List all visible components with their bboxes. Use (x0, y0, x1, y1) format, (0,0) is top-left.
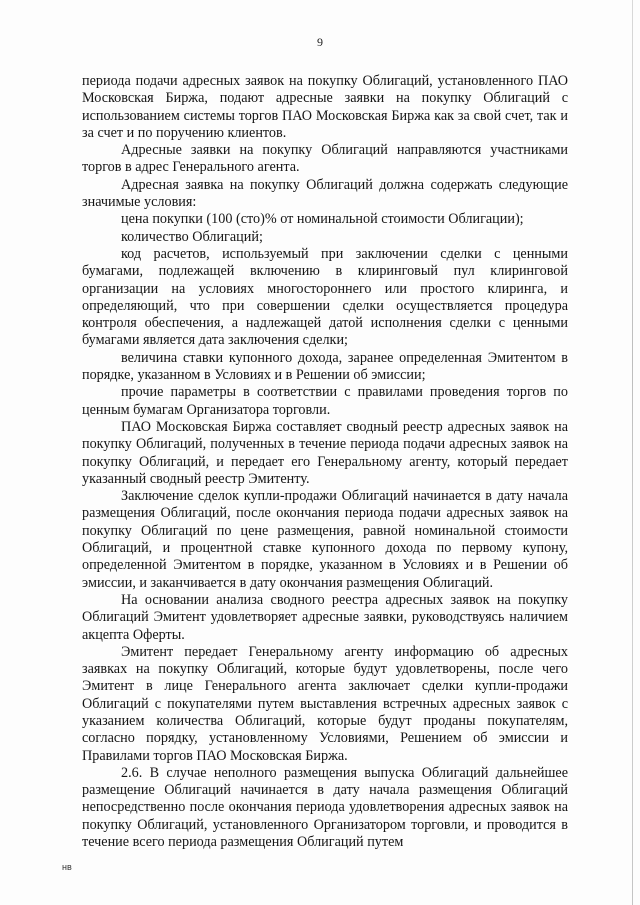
paragraph: Эмитент передает Генеральному агенту информацию об адресных заявках на покупку Облигаций, которые будут удовлетворены, после чего Эмитент в лице Генерального агента заключает сделки купли-продажи Облигаций с покупателями путем выставления встречных адресных заявок с указанием количества Облигаций, которые будут проданы покупателям, согласно порядку, установленному Условиями, Решением об эмиссии и Правилами торгов ПАО Московская Биржа. (82, 643, 568, 764)
document-body (82, 73, 568, 851)
section-paragraph: 2.6. В случае неполного размещения выпуска Облигаций дальнейшее размещение Облигаций начинается в дату начала размещения Облигаций непосредственно после окончания периода удовлетворения адресных заявок на покупку Облигаций, установленного Организатором торговли, и проводится в течение всего периода размещения Облигаций путем (82, 764, 568, 851)
condition-item: величина ставки купонного дохода, заранее определенная Эмитентом в порядке, указанном в Условиях и в Решении об эмиссии; (82, 349, 568, 384)
condition-item: прочие параметры в соответствии с правилами проведения торгов по ценным бумагам Организатора торговли. (82, 384, 568, 418)
paragraph: Заключение сделок купли-продажи Облигаций начинается в дату начала размещения Облигаций, после окончания периода подачи адресных заявок на покупку Облигаций по цене размещения, равной номинальной стоимости Облигаций, и процентной ставке купонного дохода по первому купону, определенной Эмитентом в порядке, указанном в Условиях и в Решении об эмиссии, и заканчивается в дату окончания размещения Облигаций. (82, 488, 568, 591)
condition-item: код расчетов, используемый при заключении сделки с ценными бумагами, подлежащей включению в клиринговый пул клиринговой организации на условиях многостороннего или простого клиринга, и определяющий, что при совершении сделки осуществляется процедура контроля обеспечения, а надлежащей датой исполнения сделки с ценными бумагами является дата заключения сделки; (82, 245, 568, 349)
paragraph: периода подачи адресных заявок на покупку Облигаций, установленного ПАО Московская Биржа, подают адресные заявки на покупку Облигаций с использованием системы торгов ПАО Московская Биржа как за свой счет, так и за счет и по поручению клиентов. (82, 73, 568, 141)
paragraph: ПАО Московская Биржа составляет сводный реестр адресных заявок на покупку Облигаций, полученных в течение периода подачи адресных заявок на покупку Облигаций, и передает его Генеральному агенту, который передает указанный сводный реестр Эмитенту. (82, 418, 568, 487)
condition-item: цена покупки (100 (сто)% от номинальной стоимости Облигации); (121, 211, 524, 228)
paragraph: На основании анализа сводного реестра адресных заявок на покупку Облигаций Эмитент удовлетворяет адресные заявки, руководствуясь наличием акцепта Оферты. (82, 591, 568, 643)
footer-initials: нв (62, 862, 72, 872)
scan-edge-line (632, 0, 633, 905)
paragraph: Адресные заявки на покупку Облигаций направляются участниками торгов в адрес Генерального агента. (82, 142, 568, 176)
page-number: 9 (317, 35, 323, 49)
paragraph: Адресная заявка на покупку Облигаций должна содержать следующие значимые условия: (82, 176, 568, 211)
condition-item: количество Облигаций; (121, 228, 263, 245)
